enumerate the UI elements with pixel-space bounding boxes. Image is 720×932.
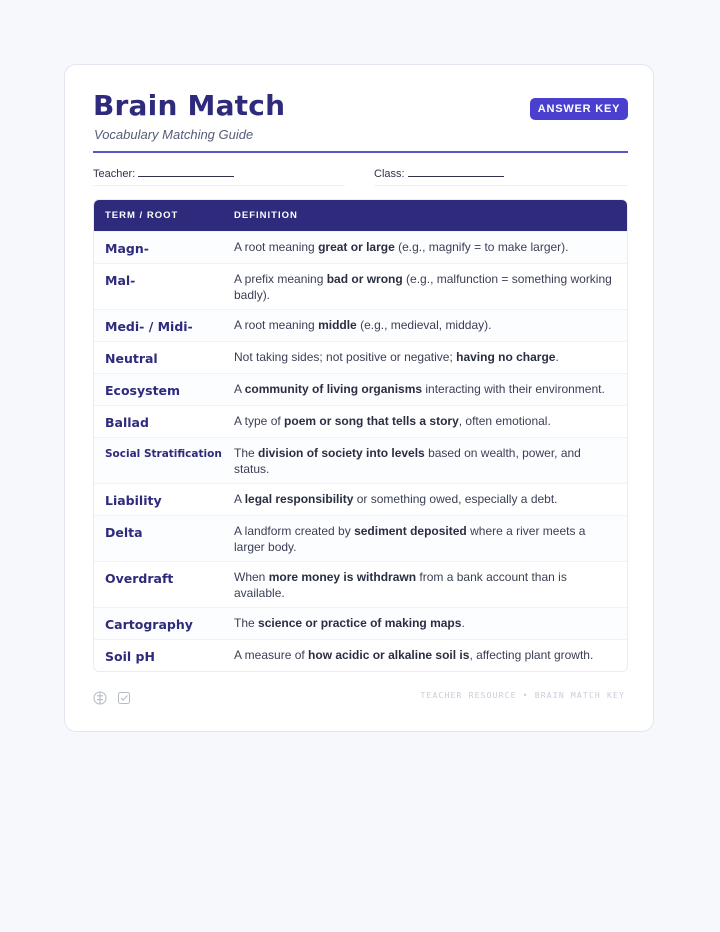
class-label: Class:	[374, 168, 405, 180]
definition-text: A	[234, 382, 245, 396]
table-row	[94, 483, 627, 515]
term-cell: Liability	[105, 493, 162, 508]
term-cell: Ecosystem	[105, 383, 181, 398]
definition-cell	[224, 413, 627, 429]
definition-cell	[224, 523, 627, 555]
definition-text: A	[234, 492, 245, 506]
definition-cell	[224, 239, 627, 255]
term-cell: Cartography	[105, 617, 193, 632]
definition-key-phrase: sediment deposited	[354, 524, 467, 538]
footer-icons	[93, 691, 131, 705]
definition-text: A landform created by	[234, 524, 355, 538]
definition-cell	[224, 615, 627, 631]
checkbox-icon	[117, 691, 131, 705]
definition-cell	[224, 569, 627, 601]
term-cell: Soil pH	[105, 649, 155, 664]
definition-text: A root meaning	[234, 240, 319, 254]
definition-key-phrase: division of society into levels	[258, 446, 425, 460]
definition-key-phrase: how acidic or alkaline soil is	[308, 648, 470, 662]
definition-text: (e.g., malfunction = something working badly).	[234, 272, 612, 302]
term-cell: Social Stratification	[105, 448, 222, 460]
page-title: Brain Match	[93, 89, 286, 122]
worksheet-card	[64, 64, 654, 732]
definition-key-phrase: science or practice of making maps	[258, 616, 462, 630]
table-row	[94, 263, 627, 309]
definition-text: or something owed, especially a debt.	[353, 492, 558, 506]
definition-text: from a bank account than is available.	[234, 570, 567, 600]
term-cell: Overdraft	[105, 571, 174, 586]
definition-cell	[224, 647, 627, 663]
teacher-blank-line	[138, 167, 234, 177]
definition-cell	[224, 317, 627, 333]
definition-text: Not taking sides; not positive or negative;	[234, 350, 457, 364]
definition-text: A measure of	[234, 648, 309, 662]
table-body	[94, 231, 627, 671]
definition-key-phrase: legal responsibility	[244, 492, 354, 506]
table-row	[94, 231, 627, 263]
table-row	[94, 405, 627, 437]
class-blank-line	[408, 167, 504, 177]
table-row	[94, 437, 627, 483]
definition-text: .	[461, 616, 465, 630]
definition-text: A type of	[234, 414, 285, 428]
definition-key-phrase: middle	[318, 318, 357, 332]
header-divider	[93, 151, 628, 153]
definition-cell	[224, 445, 627, 477]
definition-key-phrase: community of living organisms	[244, 382, 423, 396]
term-cell: Mal-	[105, 273, 136, 288]
table-row	[94, 561, 627, 607]
definition-cell	[224, 349, 627, 365]
definition-text: where a river meets a larger body.	[234, 524, 586, 554]
column-header-definition: DEFINITION	[234, 210, 298, 221]
term-cell: Medi- / Midi-	[105, 319, 193, 334]
definition-text: (e.g., magnify = to make larger).	[394, 240, 569, 254]
definition-text: interacting with their environment.	[422, 382, 605, 396]
definition-text: When	[234, 570, 269, 584]
definition-key-phrase: poem or song that tells a story	[284, 414, 459, 428]
definition-text: (e.g., medieval, midday).	[356, 318, 492, 332]
brain-icon	[93, 691, 107, 705]
definition-text: A prefix meaning	[234, 272, 327, 286]
term-cell: Magn-	[105, 241, 149, 256]
table-row	[94, 639, 627, 671]
definition-key-phrase: having no charge	[456, 350, 556, 364]
table-row	[94, 373, 627, 405]
answer-key-badge: ANSWER KEY	[530, 98, 628, 120]
definition-text: A root meaning	[234, 318, 319, 332]
table-row	[94, 309, 627, 341]
definition-text: based on wealth, power, and status.	[234, 446, 581, 476]
table-row	[94, 607, 627, 639]
definition-key-phrase: bad or wrong	[326, 272, 403, 286]
definition-text: The	[234, 616, 259, 630]
teacher-field-divider	[93, 185, 345, 186]
page-subtitle: Vocabulary Matching Guide	[94, 127, 254, 142]
definition-text: The	[234, 446, 259, 460]
definition-text: , affecting plant growth.	[469, 648, 594, 662]
teacher-label: Teacher:	[93, 168, 136, 180]
class-field-divider	[374, 185, 628, 186]
table-header	[94, 200, 627, 231]
table-row	[94, 515, 627, 561]
definition-text: .	[555, 350, 559, 364]
teacher-field	[93, 167, 234, 180]
vocabulary-table	[93, 199, 628, 672]
definition-key-phrase: more money is withdrawn	[268, 570, 417, 584]
term-cell: Delta	[105, 525, 143, 540]
term-cell: Ballad	[105, 415, 149, 430]
definition-cell	[224, 491, 627, 507]
table-row	[94, 341, 627, 373]
definition-cell	[224, 271, 627, 303]
definition-cell	[224, 381, 627, 397]
class-field	[374, 167, 504, 180]
footer-caption: TEACHER RESOURCE • BRAIN MATCH KEY	[420, 691, 625, 700]
definition-key-phrase: great or large	[318, 240, 395, 254]
column-header-term: TERM / ROOT	[105, 210, 179, 221]
term-cell: Neutral	[105, 351, 158, 366]
definition-text: , often emotional.	[458, 414, 551, 428]
